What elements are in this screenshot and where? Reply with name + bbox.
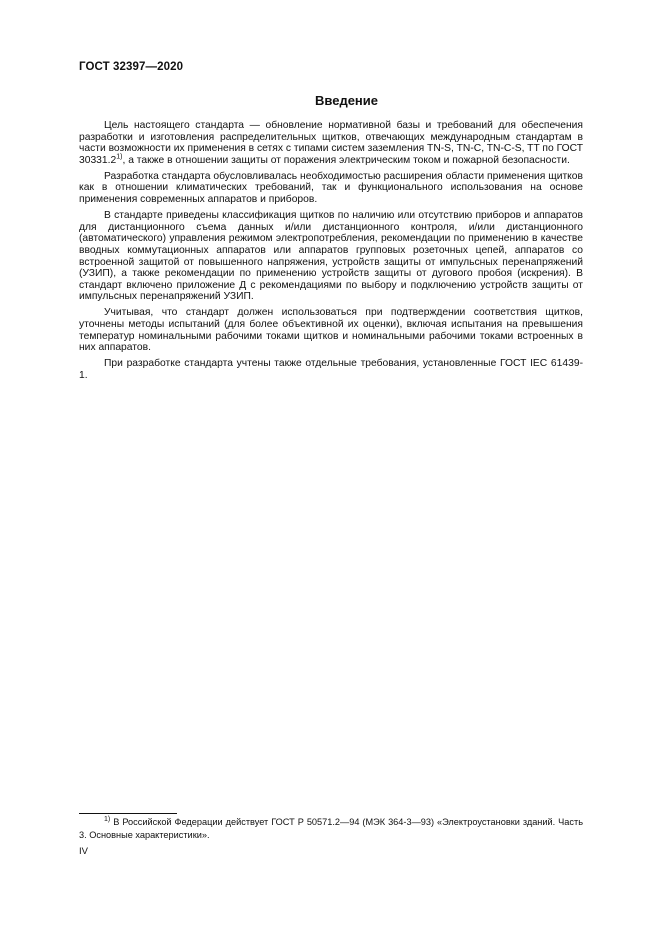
page-number: IV xyxy=(79,846,88,857)
footnote-ref[interactable]: 1) xyxy=(116,153,123,161)
paragraph: Учитывая, что стандарт должен использоваться при подтверждении соответствия щитков, уточнены методы испытаний (для более объективной их оценки), включая испытания на превышения температур номинальными рабочими токами щитков и номинальными рабочими токами встроенных в них аппаратов. xyxy=(79,307,583,354)
paragraph: Разработка стандарта обусловливалась необходимостью расширения области применения щитков как в отношении климатических требований, так и функционального использования на основе применения современных аппаратов и приборов. xyxy=(79,170,583,206)
body-text xyxy=(79,120,583,386)
footnote xyxy=(79,816,583,842)
footnote-text: В Российской Федерации действует ГОСТ Р 50571.2—94 (МЭК 364-3—93) «Электроустановки зданий. Часть 3. Основные характеристики». xyxy=(79,817,583,840)
paragraph: При разработке стандарта учтены также отдельные требования, установленные ГОСТ IEC 61439-1. xyxy=(79,358,583,381)
paragraph-text: Цель настоящего стандарта — обновление нормативной базы и требований для обеспечения разработки и изготовления распределительных щитков, отвечающих международным стандартам в части возможности их применения в сетях с типами систем заземления TN-S, TN-C, TN-C-S, TT по ГОСТ 30331.2 xyxy=(79,120,583,166)
footnote-divider xyxy=(79,813,177,814)
document-header: ГОСТ 32397—2020 xyxy=(79,61,184,73)
footnote-marker: 1) xyxy=(104,815,111,823)
paragraph-text: , а также в отношении защиты от поражения электрическим током и пожарной безопасности. xyxy=(122,154,570,166)
section-title: Введение xyxy=(315,93,378,108)
paragraph xyxy=(79,120,583,166)
paragraph: В стандарте приведены классификация щитков по наличию или отсутствию приборов и аппаратов для дистанционного съема данных и/или дистанционного контроля, и/или дистанционного (автоматического) управления режимом электропотребления, рекомендации по применению в качестве вводных коммутационных аппаратов или аппаратов групповых розеточных цепей, аппаратов со встроенной защитой от повышенного напряжения, устройств защиты от импульсных перенапряжений (УЗИП), а также рекомендации по применению устройств защиты от дугового пробоя (искрения). В стандарт включено приложение Д с рекомендациями по выбору и подключению устройств защиты от импульсных перенапряжений УЗИП. xyxy=(79,210,583,303)
